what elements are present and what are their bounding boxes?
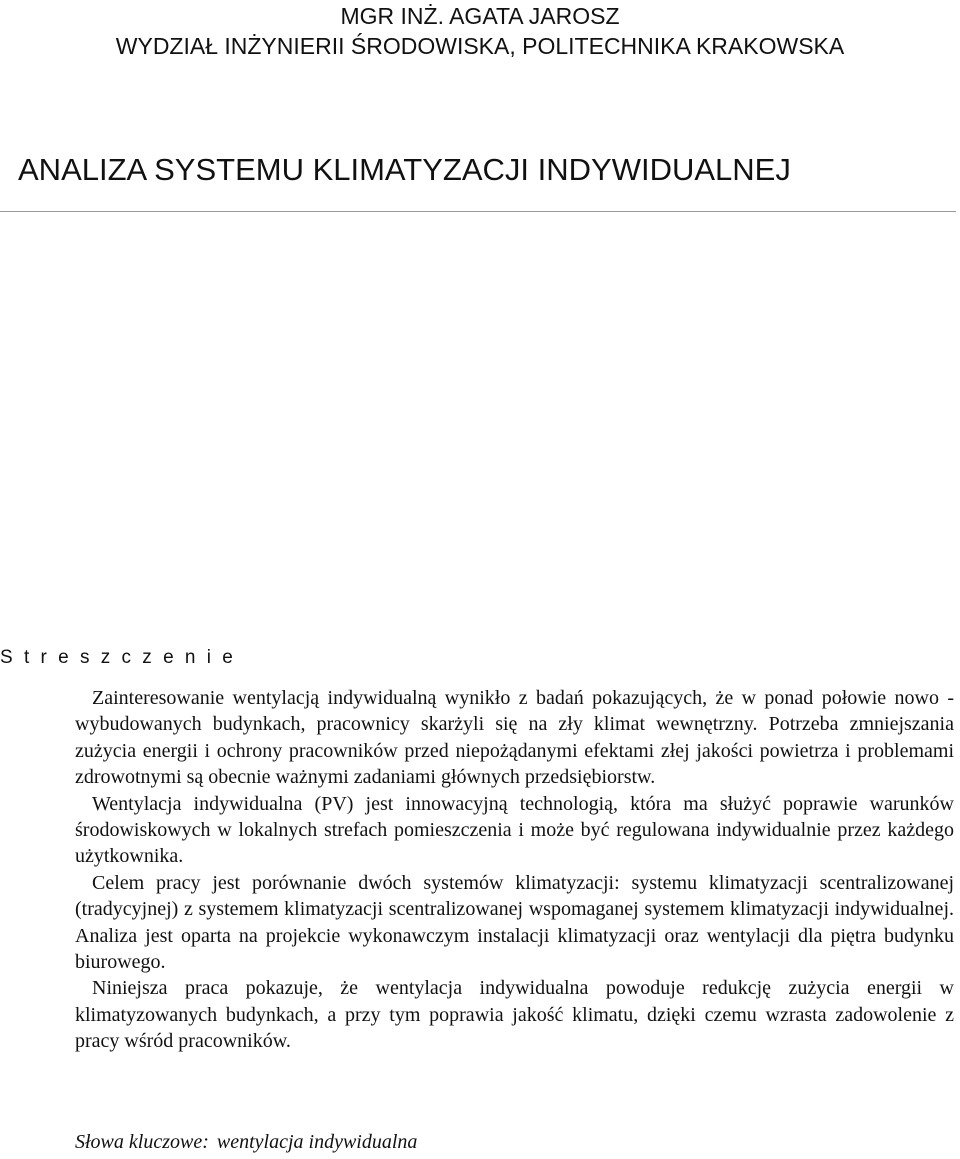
paper-title: ANALIZA SYSTEMU KLIMATYZACJI INDYWIDUALNEJ	[18, 152, 791, 187]
abstract-paragraph-3: Celem pracy jest porównanie dwóch systemów klimatyzacji: systemu klimatyzacji scentralizowanej (tradycyjnej) z systemem klimatyzacji scentralizowanej wspomaganej systemem klimatyzacji indywidualnej. Analiza jest oparta na projekcie wykonawczym instalacji klimatyzacji oraz wentylacji dla piętra budynku biurowego.	[75, 871, 954, 974]
keywords-label: Słowa kluczowe:	[75, 1131, 209, 1153]
abstract-paragraph-1: Zainteresowanie wentylacją indywidualną wynikło z badań pokazujących, że w ponad połowie nowo - wybudowanych budynkach, pracownicy skarżyli się na zły klimat wewnętrzny. Potrzeba zmniejszania zużycia energii i ochrony pracowników przed niepożądanymi efektami złej jakości powietrza i problemami zdrowotnymi są obecnie ważnymi zadaniami głównych przedsiębiorstw.	[75, 687, 954, 789]
author-name: MGR INŻ. AGATA JAROSZ	[340, 3, 620, 29]
abstract-body	[75, 685, 954, 1055]
abstract-paragraph-2: Wentylacja indywidualna (PV) jest innowacyjną technologią, która ma służyć poprawie warunków środowiskowych w lokalnych strefach pomieszczenia i może być regulowana indywidualnie przez każdego użytkownika.	[75, 792, 954, 868]
author-affiliation: WYDZIAŁ INŻYNIERII ŚRODOWISKA, POLITECHNIKA KRAKOWSKA	[115, 33, 845, 59]
title-divider	[0, 211, 956, 212]
abstract-paragraph-4: Niniejsza praca pokazuje, że wentylacja indywidualna powoduje redukcję zużycia energii w klimatyzowanych budynkach, a przy tym poprawia jakość klimatu, dzięki czemu wzrasta zadowolenie z pracy wśród pracowników.	[75, 977, 954, 1053]
page-header	[0, 0, 960, 61]
keywords-value: wentylacja indywidualna	[216, 1131, 418, 1153]
abstract-heading: S t r e s z c z e n i e	[0, 647, 236, 668]
keywords-line	[75, 1129, 417, 1155]
